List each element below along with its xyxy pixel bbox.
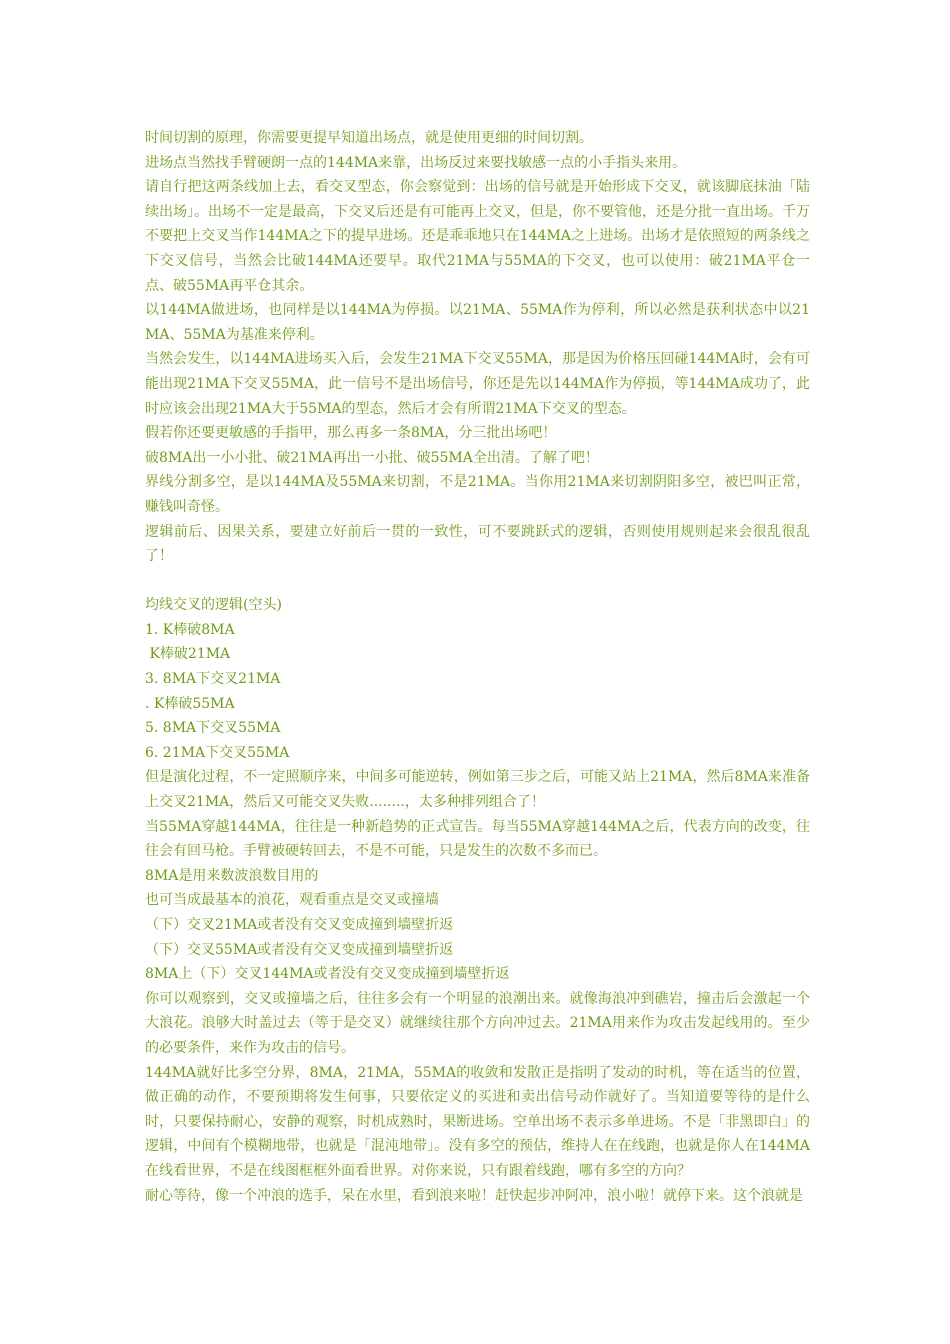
paragraph: 时间切割的原理，你需要更提早知道出场点，就是使用更细的时间切割。: [145, 130, 593, 146]
paragraph: 你可以观察到，交叉或撞墙之后，往往多会有一个明显的浪潮出来。就像海浪冲到礁岩，撞击后会激起一个大浪花。浪够大时盖过去（等于是交叉）就继续往那个方向冲过去。21MA用来作为攻击发起线用的。至少的必要条件，来作为攻击的信号。: [145, 990, 810, 1056]
paragraph: 进场点当然找手臂硬朗一点的144MA来靠，出场反过来要找敏感一点的小手指头来用。: [145, 154, 687, 171]
text-line: 也可当成最基本的浪花，观看重点是交叉或撞墙: [145, 892, 439, 909]
list-item: 3. 8MA下交叉21MA: [145, 671, 281, 688]
text-line: （下）交叉21MA或者没有交叉变成撞到墙壁折返: [145, 917, 454, 933]
blank-line: [145, 569, 810, 594]
text-line: 8MA上（下）交叉144MA或者没有交叉变成撞到墙壁折返: [145, 966, 510, 983]
document-page: [145, 126, 810, 1208]
paragraph: 逻辑前后、因果关系，要建立好前后一贯的一致性，可不要跳跃式的逻辑，否则使用规则起来会很乱很乱了！: [145, 523, 810, 565]
list-item: 1. K棒破8MA: [145, 621, 235, 638]
paragraph: 当然会发生，以144MA进场买入后，会发生21MA下交叉55MA，那是因为价格压回碰144MA时，会有可能出现21MA下交叉55MA，此一信号不是出场信号，你还是先以144MA作为停损，等144MA成功了，此时应该会出现21MA大于55MA的型态，然后才会有所谓21MA下交叉的型态。: [145, 351, 810, 417]
paragraph: 破8MA出一小小批、破21MA再出一小批、破55MA全出清。了解了吧！: [145, 449, 599, 466]
paragraph: 假若你还要更敏感的手指甲，那么再多一条8MA，分三批出场吧！: [145, 425, 557, 442]
list-item: . K棒破55MA: [145, 695, 235, 712]
section-heading: 均线交叉的逻辑(空头): [145, 597, 282, 614]
paragraph: 但是演化过程，不一定照顺序来，中间多可能逆转，例如第三步之后，可能又站上21MA，然后8MA来准备上交叉21MA，然后又可能交叉失败........，太多种排列组合了！: [145, 769, 810, 811]
text-line: 8MA是用来数波浪数目用的: [145, 867, 319, 884]
paragraph: 以144MA做进场，也同样是以144MA为停损。以21MA、55MA作为停利，所以必然是获利状态中以21MA、55MA为基准来停利。: [145, 302, 810, 343]
paragraph: 界线分割多空，是以144MA及55MA来切割，不是21MA。当你用21MA来切割阴阳多空，被巴叫正常，赚钱叫奇怪。: [145, 474, 810, 515]
list-item: 6. 21MA下交叉55MA: [145, 744, 290, 761]
list-item: K棒破21MA: [145, 646, 231, 663]
paragraph: 当55MA穿越144MA，往往是一种新趋势的正式宣告。每当55MA穿越144MA之后，代表方向的改变，往往会有回马枪。手臂被硬转回去，不是不可能，只是发生的次数不多而已。: [145, 818, 810, 860]
paragraph: 144MA就好比多空分界，8MA，21MA，55MA的收敛和发散正是指明了发动的时机，等在适当的位置，做正确的动作，不要预期将发生何事，只要依定义的买进和卖出信号动作就好了。当知道要等待的是什么时，只要保持耐心，安静的观察，时机成熟时，果断进场。空单出场不表示多单进场。不是「非黑即白」的逻辑，中间有个模糊地带，也就是「混沌地带」。没有多空的预估，维持人在在线跑，也就是你人在144MA在线看世界，不是在线图框框外面看世界。对你来说，只有跟着线跑，哪有多空的方向？: [145, 1064, 810, 1179]
text-line: （下）交叉55MA或者没有交叉变成撞到墙壁折返: [145, 941, 454, 958]
paragraph: 耐心等待，像一个冲浪的选手，呆在水里，看到浪来啦！赶快起步冲阿冲，浪小啦！就停下来。这个浪就是: [145, 1187, 803, 1204]
paragraph: 请自行把这两条线加上去，看交叉型态，你会察觉到：出场的信号就是开始形成下交叉，就该脚底抹油「陆续出场」。出场不一定是最高，下交叉后还是有可能再上交叉，但是，你不要管他，还是分批一直出场。千万不要把上交叉当作144MA之下的提早进场。还是乖乖地只在144MA之上进场。出场才是依照短的两条线之下交叉信号，当然会比破144MA还要早。取代21MA与55MA的下交叉，也可以使用：破21MA平仓一点、破55MA再平仓其余。: [145, 179, 810, 294]
list-item: 5. 8MA下交叉55MA: [145, 720, 281, 737]
